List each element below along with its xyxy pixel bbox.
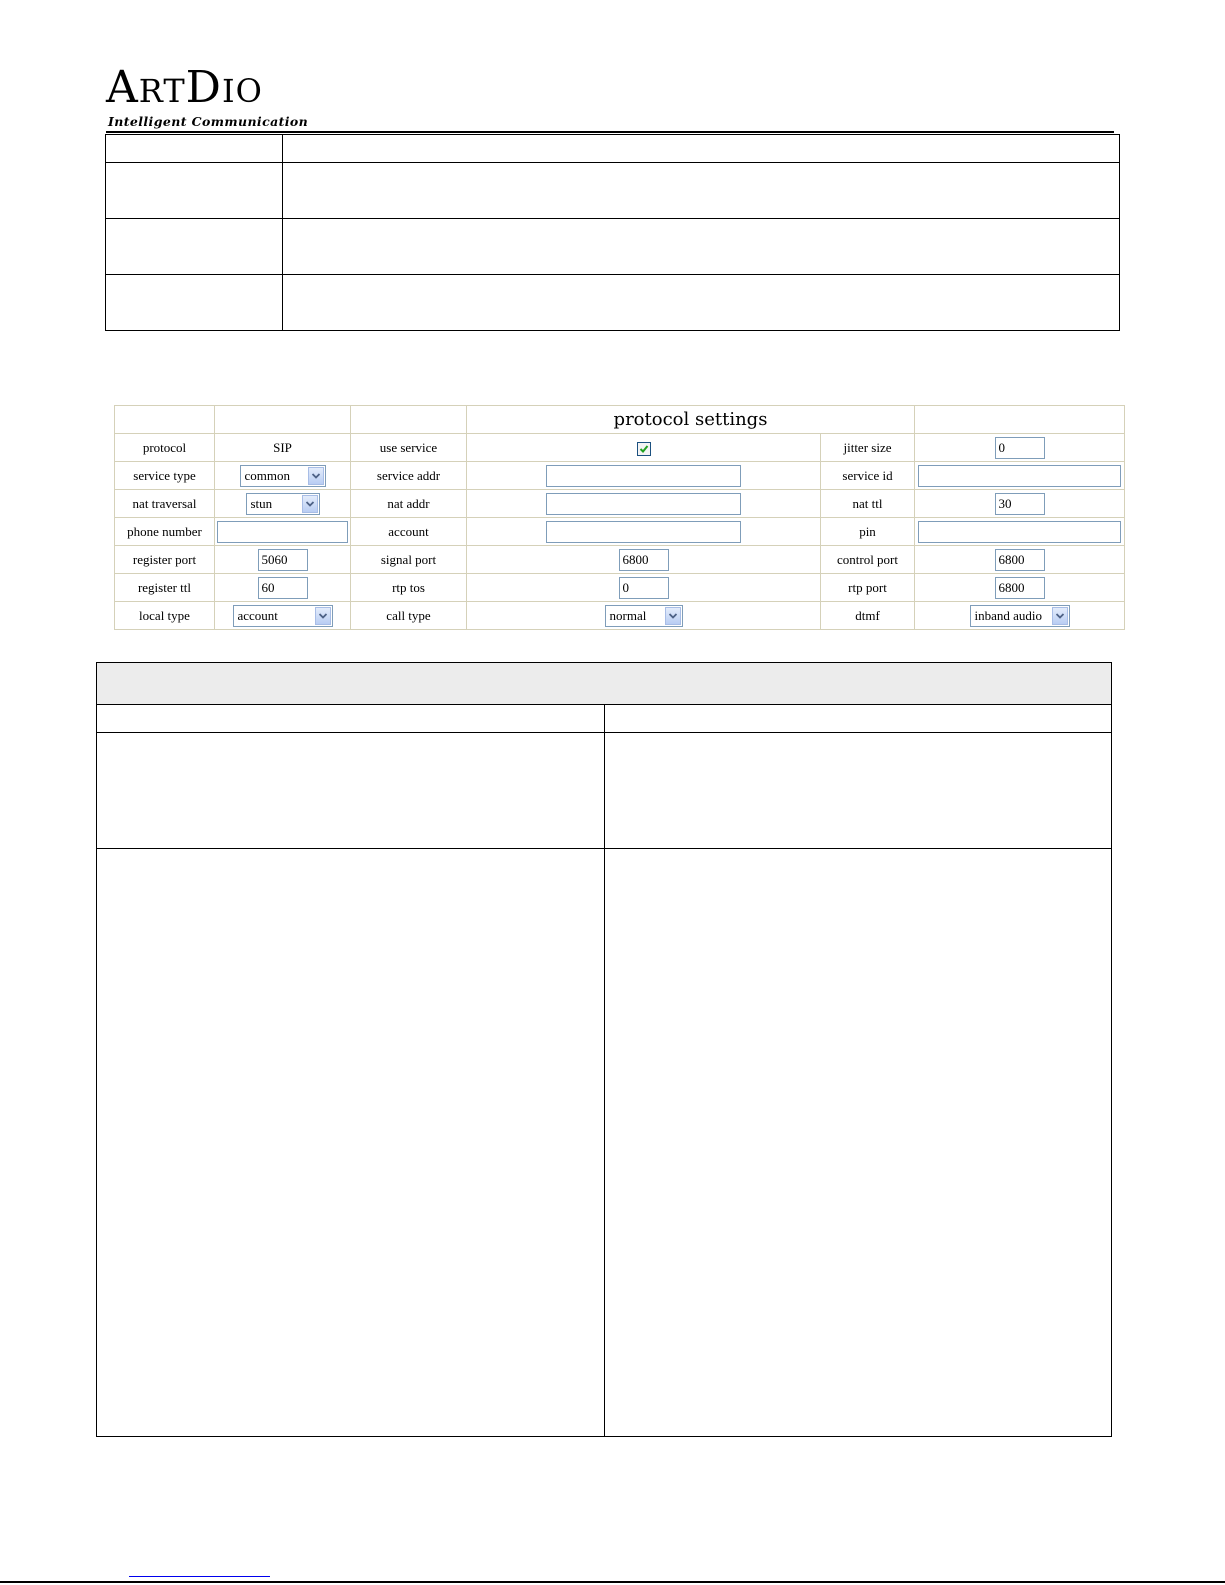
table-cell — [604, 705, 1112, 733]
nat-addr-cell — [467, 490, 821, 518]
footer-rule — [0, 1581, 1225, 1583]
pin-cell — [915, 518, 1125, 546]
table-cell — [97, 733, 605, 849]
dtmf-select[interactable] — [970, 605, 1070, 627]
table-cell — [106, 135, 283, 163]
rtp-tos-cell — [467, 574, 821, 602]
account-cell — [467, 518, 821, 546]
nat-traversal-select[interactable] — [246, 493, 320, 515]
nat-traversal-cell — [215, 490, 351, 518]
nat-ttl-label: nat ttl — [821, 490, 915, 518]
header-rule — [106, 131, 1114, 133]
rtp-tos-label: rtp tos — [351, 574, 467, 602]
use-service-cell — [467, 434, 821, 462]
logo-wordmark: ARTDIO — [106, 62, 263, 113]
table-row — [97, 705, 1112, 733]
signal-port-cell — [467, 546, 821, 574]
register-port-input[interactable]: 5060 — [258, 549, 308, 571]
service-type-value: common — [244, 467, 290, 483]
table-row — [106, 219, 1120, 275]
table-cell — [97, 849, 605, 1437]
pin-label: pin — [821, 518, 915, 546]
table-cell — [604, 849, 1112, 1437]
artdio-logo — [106, 62, 309, 132]
call-type-label: call type — [351, 602, 467, 630]
register-ttl-label: register ttl — [115, 574, 215, 602]
jitter-size-cell — [915, 434, 1125, 462]
call-type-select[interactable] — [605, 605, 683, 627]
table-row — [115, 462, 1125, 490]
rtp-port-cell — [915, 574, 1125, 602]
title-spacer — [215, 406, 351, 434]
protocol-label: protocol — [115, 434, 215, 462]
account-label: account — [351, 518, 467, 546]
pin-input[interactable] — [918, 521, 1121, 543]
service-addr-cell — [467, 462, 821, 490]
table-cell — [283, 163, 1120, 219]
signal-port-input[interactable]: 6800 — [619, 549, 669, 571]
phone-number-input[interactable] — [217, 521, 348, 543]
table-row — [97, 849, 1112, 1437]
register-port-cell — [215, 546, 351, 574]
rtp-tos-input[interactable]: 0 — [619, 577, 669, 599]
service-type-cell — [215, 462, 351, 490]
table-row — [106, 275, 1120, 331]
dtmf-value: inband audio — [974, 607, 1043, 623]
control-port-cell — [915, 546, 1125, 574]
use-service-label: use service — [351, 434, 467, 462]
service-id-label: service id — [821, 462, 915, 490]
table-row — [115, 434, 1125, 462]
dtmf-cell — [915, 602, 1125, 630]
chevron-down-icon[interactable] — [308, 467, 324, 485]
title-spacer — [351, 406, 467, 434]
phone-number-label: phone number — [115, 518, 215, 546]
protocol-value: SIP — [215, 434, 351, 462]
table-row — [115, 602, 1125, 630]
checkmark-icon — [639, 444, 649, 454]
call-type-cell — [467, 602, 821, 630]
footer-link-underline[interactable] — [129, 1576, 270, 1577]
table-row — [106, 135, 1120, 163]
nat-traversal-label: nat traversal — [115, 490, 215, 518]
table-row — [106, 163, 1120, 219]
local-type-value: account — [237, 607, 278, 623]
table-cell — [283, 219, 1120, 275]
phone-number-cell — [215, 518, 351, 546]
table-cell — [106, 219, 283, 275]
table-row — [115, 518, 1125, 546]
local-type-cell — [215, 602, 351, 630]
register-port-label: register port — [115, 546, 215, 574]
account-input[interactable] — [546, 521, 741, 543]
protocol-settings-title: protocol settings — [467, 406, 915, 434]
table-row — [115, 490, 1125, 518]
control-port-label: control port — [821, 546, 915, 574]
table-cell — [283, 275, 1120, 331]
logo-tagline: Intelligent Communication — [108, 114, 309, 129]
service-addr-input[interactable] — [546, 465, 741, 487]
nat-ttl-cell — [915, 490, 1125, 518]
service-type-label: service type — [115, 462, 215, 490]
title-spacer — [115, 406, 215, 434]
signal-port-label: signal port — [351, 546, 467, 574]
jitter-size-input[interactable]: 0 — [995, 437, 1045, 459]
nat-addr-label: nat addr — [351, 490, 467, 518]
parameter-table-top — [105, 134, 1120, 331]
table-header-cell — [97, 663, 1112, 705]
chevron-down-icon[interactable] — [302, 495, 318, 513]
table-cell — [106, 275, 283, 331]
protocol-settings-panel — [114, 405, 1125, 630]
table-row — [97, 733, 1112, 849]
register-ttl-cell — [215, 574, 351, 602]
service-id-input[interactable] — [918, 465, 1121, 487]
rtp-port-label: rtp port — [821, 574, 915, 602]
nat-addr-input[interactable] — [546, 493, 741, 515]
dtmf-label: dtmf — [821, 602, 915, 630]
nat-traversal-value: stun — [250, 495, 273, 511]
table-row — [115, 406, 1125, 434]
chevron-down-icon[interactable] — [1052, 607, 1068, 625]
service-id-cell — [915, 462, 1125, 490]
parameter-table-bottom — [96, 662, 1112, 1437]
chevron-down-icon[interactable] — [665, 607, 681, 625]
table-row — [115, 574, 1125, 602]
service-addr-label: service addr — [351, 462, 467, 490]
control-port-input[interactable]: 6800 — [995, 549, 1045, 571]
table-header-row — [97, 663, 1112, 705]
table-row — [115, 546, 1125, 574]
rtp-port-input[interactable]: 6800 — [995, 577, 1045, 599]
table-cell — [283, 135, 1120, 163]
use-service-checkbox[interactable] — [637, 442, 651, 456]
table-cell — [97, 705, 605, 733]
service-type-select[interactable] — [240, 465, 326, 487]
chevron-down-icon[interactable] — [315, 607, 331, 625]
local-type-label: local type — [115, 602, 215, 630]
title-spacer — [915, 406, 1125, 434]
call-type-value: normal — [609, 607, 647, 623]
table-cell — [604, 733, 1112, 849]
register-ttl-input[interactable]: 60 — [258, 577, 308, 599]
local-type-select[interactable] — [233, 605, 333, 627]
table-cell — [106, 163, 283, 219]
jitter-size-label: jitter size — [821, 434, 915, 462]
nat-ttl-input[interactable]: 30 — [995, 493, 1045, 515]
